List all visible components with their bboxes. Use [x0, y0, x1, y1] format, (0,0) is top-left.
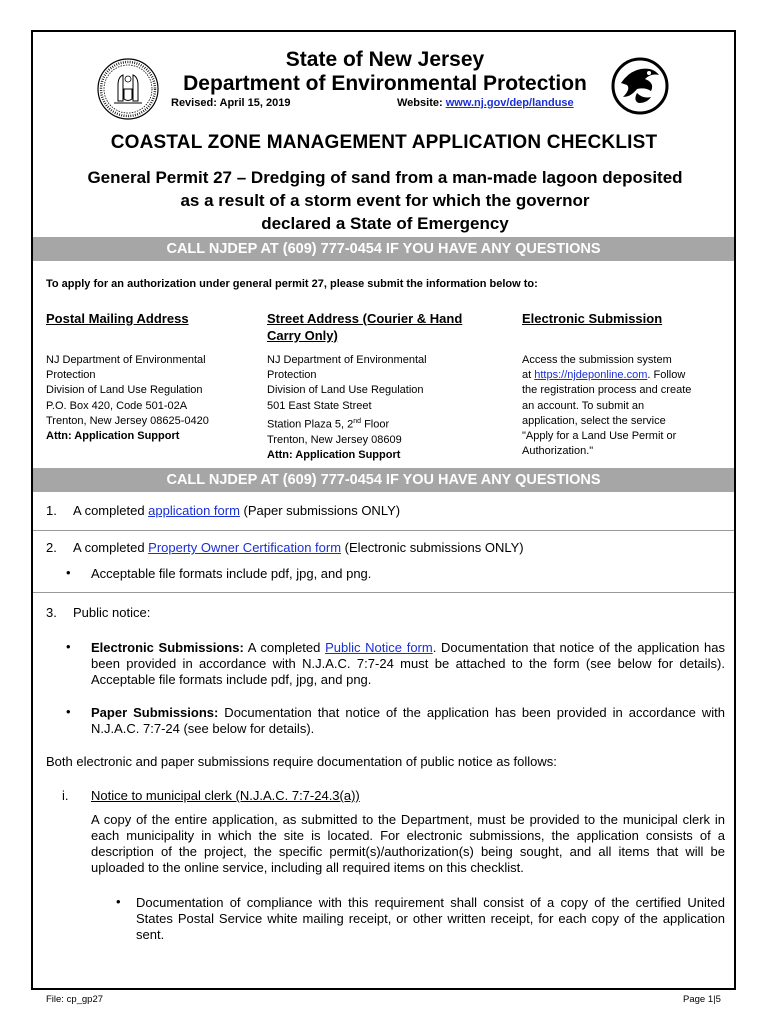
application-form-link[interactable]: application form: [148, 503, 240, 518]
footer-page: Page 1|5: [683, 994, 721, 1005]
postal-address: [46, 353, 209, 444]
station-text: Station Plaza 5, 2: [267, 418, 354, 431]
electronic-heading: Electronic Submission: [522, 311, 663, 326]
intro-text: To apply for an authorization under general permit 27, please submit the information below to:: [46, 278, 538, 290]
revised-date: Revised: April 15, 2019: [171, 97, 291, 109]
bullet-text: Documentation that notice of the application has been provided in accordance with N.J.A.C. 7:7-24 (see below for details).: [91, 705, 726, 736]
property-owner-certification-link[interactable]: Property Owner Certification form: [148, 540, 342, 555]
divider: [33, 530, 734, 531]
public-notice-form-link[interactable]: Public Notice form: [325, 640, 433, 655]
instruction-line: "Apply for a Land Use Permit or: [522, 430, 677, 443]
electronic-submissions-text: [91, 640, 725, 688]
item-2-text: [73, 540, 524, 556]
address-line: P.O. Box 420, Code 501-02A: [46, 399, 188, 412]
instruction-line: Authorization.": [522, 445, 594, 458]
station-sup: nd: [353, 417, 362, 425]
address-line: [267, 414, 427, 433]
bullet-text: . Documentation that notice of the application has been provided in accordance with N.J.A.C. 7:7-24 must be attached to the form (see below for details). Acceptable file formats include pdf, jpg, and png.: [91, 640, 725, 687]
website-link[interactable]: www.nj.gov/dep/landuse: [445, 97, 574, 109]
item-1-number: 1.: [46, 503, 57, 518]
bold-label: Paper Submissions:: [91, 705, 219, 720]
instruction-line: application, select the service: [522, 414, 666, 427]
sub-i-bullet: Documentation of compliance with this requirement shall consist of a copy of the certified United States Postal Service white mailing receipt, or other written receipt, for each copy of the application sent.: [136, 895, 725, 942]
item-2-number: 2.: [46, 540, 57, 555]
sub-i-paragraph: A copy of the entire application, as submitted to the Department, must be provided to the municipal clerk in each municipality in which the site is located. For electronic submissions, the application consists of a description of the project, the specific permit(s)/authorization(s) being sought, and all items that will be uploaded to the online service, including all required items on this checklist.: [91, 812, 725, 875]
address-line: NJ Department of Environmental: [267, 354, 427, 366]
address-attn: Attn: Application Support: [267, 448, 401, 461]
address-line: Division of Land Use Regulation: [46, 384, 203, 397]
street-heading: [267, 310, 462, 344]
website-label: Website:: [397, 97, 446, 109]
item-1-text: [73, 503, 400, 519]
sub-i-heading: Notice to municipal clerk (N.J.A.C. 7:7-24.3(a)): [91, 788, 360, 803]
page-title: COASTAL ZONE MANAGEMENT APPLICATION CHECKLIST: [110, 132, 658, 153]
header-state: State of New Jersey: [285, 48, 485, 71]
street-address: [267, 353, 427, 463]
address-attn: Attn: Application Support: [46, 430, 180, 443]
bullet-icon: •: [66, 639, 71, 654]
bold-label: Electronic Submissions:: [91, 640, 244, 655]
bullet-text: A completed: [243, 640, 326, 655]
item-2-bullet: Acceptable file formats include pdf, jpg, and png.: [91, 566, 372, 581]
instruction-line: an account. To submit an: [522, 399, 645, 412]
electronic-instructions: [522, 353, 691, 459]
contact-banner: CALL NJDEP AT (609) 777-0454 IF YOU HAVE ANY QUESTIONS: [33, 468, 734, 492]
subtitle-line: declared a State of Emergency: [261, 214, 509, 233]
njdeponline-link[interactable]: https://njdeponline.com: [534, 369, 648, 382]
item-3-label: Public notice:: [73, 605, 151, 620]
street-heading-line: Carry Only): [267, 328, 338, 343]
paper-submissions-text: [91, 705, 725, 737]
station-floor: Floor: [361, 418, 390, 431]
website: [397, 97, 574, 109]
item-text: A completed: [73, 503, 149, 518]
contact-banner: CALL NJDEP AT (609) 777-0454 IF YOU HAVE ANY QUESTIONS: [33, 237, 734, 261]
item-text: A completed: [73, 540, 149, 555]
divider: [33, 592, 734, 593]
page-subtitle: [60, 166, 710, 235]
bullet-icon: •: [66, 704, 71, 719]
instruction-text: . Follow: [647, 369, 686, 382]
both-submissions-text: Both electronic and paper submissions require documentation of public notice as follows:: [46, 754, 557, 769]
subtitle-line: as a result of a storm event for which the governor: [180, 191, 590, 210]
footer-file: File: cp_gp27: [46, 994, 104, 1005]
address-line: Protection: [46, 369, 96, 382]
address-line: Trenton, New Jersey 08609: [267, 433, 402, 446]
dep-logo-icon: [611, 57, 669, 115]
instruction-line: the registration process and create: [522, 384, 692, 397]
instruction-line: Access the submission system: [522, 354, 672, 366]
address-line: Division of Land Use Regulation: [267, 384, 424, 397]
bullet-icon: •: [116, 894, 121, 909]
address-line: 501 East State Street: [267, 399, 372, 412]
bullet-icon: •: [66, 565, 71, 580]
address-line: NJ Department of Environmental: [46, 354, 206, 366]
item-3-number: 3.: [46, 605, 57, 620]
instruction-text: at: [522, 369, 535, 382]
street-heading-line: Street Address (Courier & Hand: [267, 311, 463, 326]
sub-i-number: i.: [62, 788, 69, 803]
subtitle-line: General Permit 27 – Dredging of sand from a man-made lagoon deposited: [87, 168, 683, 187]
address-line: Trenton, New Jersey 08625-0420: [46, 414, 209, 427]
item-text: (Electronic submissions ONLY): [341, 540, 524, 555]
item-text: (Paper submissions ONLY): [239, 503, 401, 518]
address-line: Protection: [267, 369, 317, 382]
instruction-line: [522, 368, 691, 383]
nj-state-seal-icon: [96, 57, 160, 121]
postal-heading: Postal Mailing Address: [46, 311, 189, 326]
header-department: Department of Environmental Protection: [183, 72, 587, 95]
